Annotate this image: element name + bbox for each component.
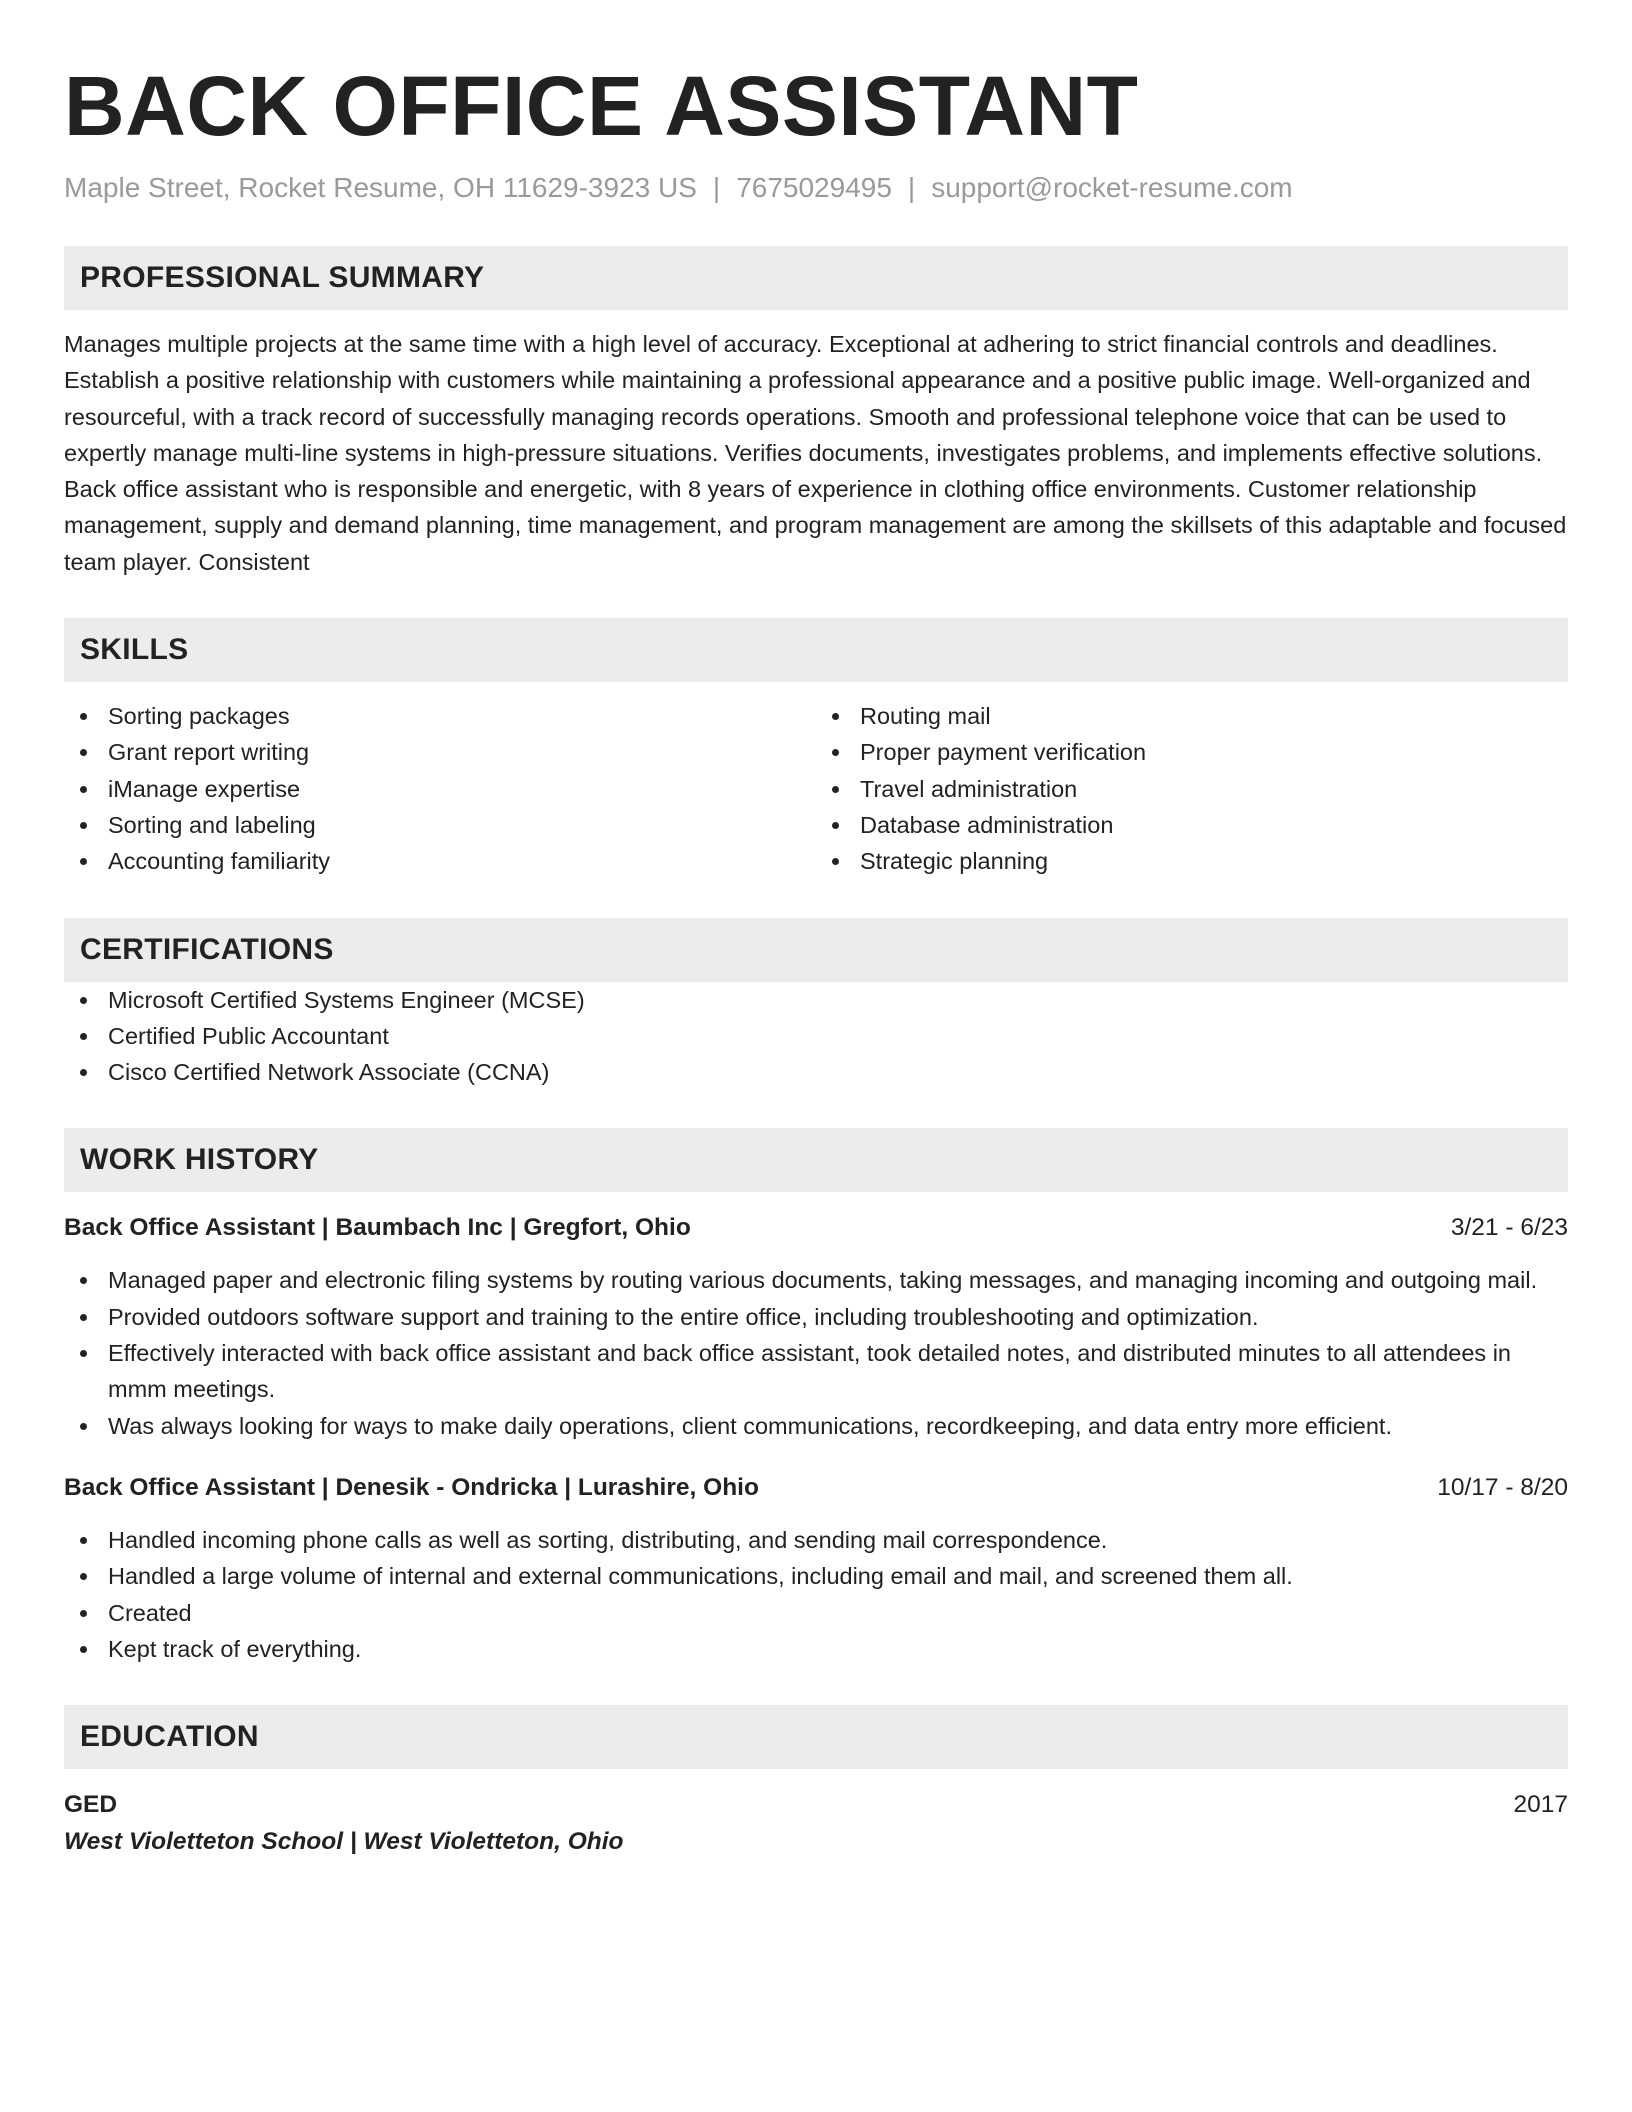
job-entry [64, 1210, 1568, 1443]
certification-item: Cisco Certified Network Associate (CCNA) [64, 1054, 1568, 1090]
education-school: West Violetteton School | West Violetteton, Ohio [64, 1828, 624, 1856]
job-entry [64, 1470, 1568, 1667]
skill-item: Sorting and labeling [64, 807, 816, 843]
job-bullet: Handled a large volume of internal and external communications, including email and mail, and screened them all. [64, 1558, 1568, 1594]
skill-item: Routing mail [816, 698, 1568, 734]
certifications-list [64, 982, 1568, 1091]
education-entry [64, 1787, 1568, 1861]
contact-separator: | [712, 172, 721, 203]
job-title: Back Office Assistant | Denesik - Ondricka | Lurashire, Ohio [64, 1473, 759, 1501]
work-history-header [64, 1128, 1568, 1192]
education-header [64, 1705, 1568, 1769]
job-title: Back Office Assistant | Baumbach Inc | Gregfort, Ohio [64, 1214, 691, 1242]
resume-name: BACK OFFICE ASSISTANT [64, 59, 1139, 153]
job-dates: 3/21 - 6/23 [1450, 1214, 1568, 1242]
skill-item: iManage expertise [64, 771, 816, 807]
summary-header [64, 246, 1568, 310]
education-year: 2017 [1513, 1791, 1568, 1819]
skill-item: Database administration [816, 807, 1568, 843]
job-header [64, 1470, 1568, 1506]
job-bullet: Managed paper and electronic filing systems by routing various documents, taking messages, and managing incoming and outgoing mail. [64, 1262, 1568, 1298]
education-heading: EDUCATION [80, 1720, 259, 1754]
certification-item: Microsoft Certified Systems Engineer (MCSE) [64, 982, 1568, 1018]
education-header-row [64, 1787, 1568, 1823]
job-bullet: Was always looking for ways to make daily operations, client communications, recordkeeping, and data entry more efficient. [64, 1408, 1568, 1444]
skill-item: Accounting familiarity [64, 843, 816, 879]
contact-email: support@rocket-resume.com [931, 172, 1293, 203]
job-dates: 10/17 - 8/20 [1437, 1473, 1568, 1501]
job-bullets [64, 1522, 1568, 1667]
job-bullet: Created [64, 1595, 1568, 1631]
skills-heading: SKILLS [80, 633, 189, 667]
skill-item: Proper payment verification [816, 734, 1568, 770]
skill-item: Grant report writing [64, 734, 816, 770]
contact-phone: 7675029495 [736, 172, 892, 203]
certification-item: Certified Public Accountant [64, 1018, 1568, 1054]
work-history-heading: WORK HISTORY [80, 1143, 319, 1177]
skills-column-left [64, 698, 816, 879]
job-bullet: Kept track of everything. [64, 1631, 1568, 1667]
certifications-header [64, 918, 1568, 982]
skills-column-right [816, 698, 1568, 879]
education-degree: GED [64, 1791, 118, 1819]
contact-address: Maple Street, Rocket Resume, OH 11629-3923 US [64, 172, 697, 203]
contact-separator: | [907, 172, 916, 203]
certifications-heading: CERTIFICATIONS [80, 932, 334, 966]
summary-heading: PROFESSIONAL SUMMARY [80, 261, 485, 294]
job-bullet: Effectively interacted with back office assistant and back office assistant, took detailed notes, and distributed minutes to all attendees in mmm meetings. [64, 1335, 1568, 1408]
summary-text: Manages multiple projects at the same time with a high level of accuracy. Exceptional at adhering to strict financial controls and deadlines. Establish a positive relationship with customers while maintaining a professional appearance and a positive public image. Well-organized and resourceful, with a track record of successfully managing records operations. Smooth and professional telephone voice that can be used to expertly manage multi-line systems in high-pressure situations. Verifies documents, investigates problems, and implements effective solutions. Back office assistant who is responsible and energetic, with 8 years of experience in clothing office environments. Customer relationship management, supply and demand planning, time management, and program management are among the skillsets of this adaptable and focused team player. Consistent [64, 331, 1567, 575]
skills-header [64, 618, 1568, 682]
skills-list [64, 698, 1568, 879]
job-bullets [64, 1262, 1568, 1443]
job-bullet: Provided outdoors software support and training to the entire office, including troubleshooting and optimization. [64, 1299, 1568, 1335]
job-header [64, 1210, 1568, 1246]
skill-item: Travel administration [816, 771, 1568, 807]
contact-line [64, 168, 1568, 208]
job-bullet: Handled incoming phone calls as well as sorting, distributing, and sending mail correspondence. [64, 1522, 1568, 1558]
skill-item: Sorting packages [64, 698, 816, 734]
skill-item: Strategic planning [816, 843, 1568, 879]
